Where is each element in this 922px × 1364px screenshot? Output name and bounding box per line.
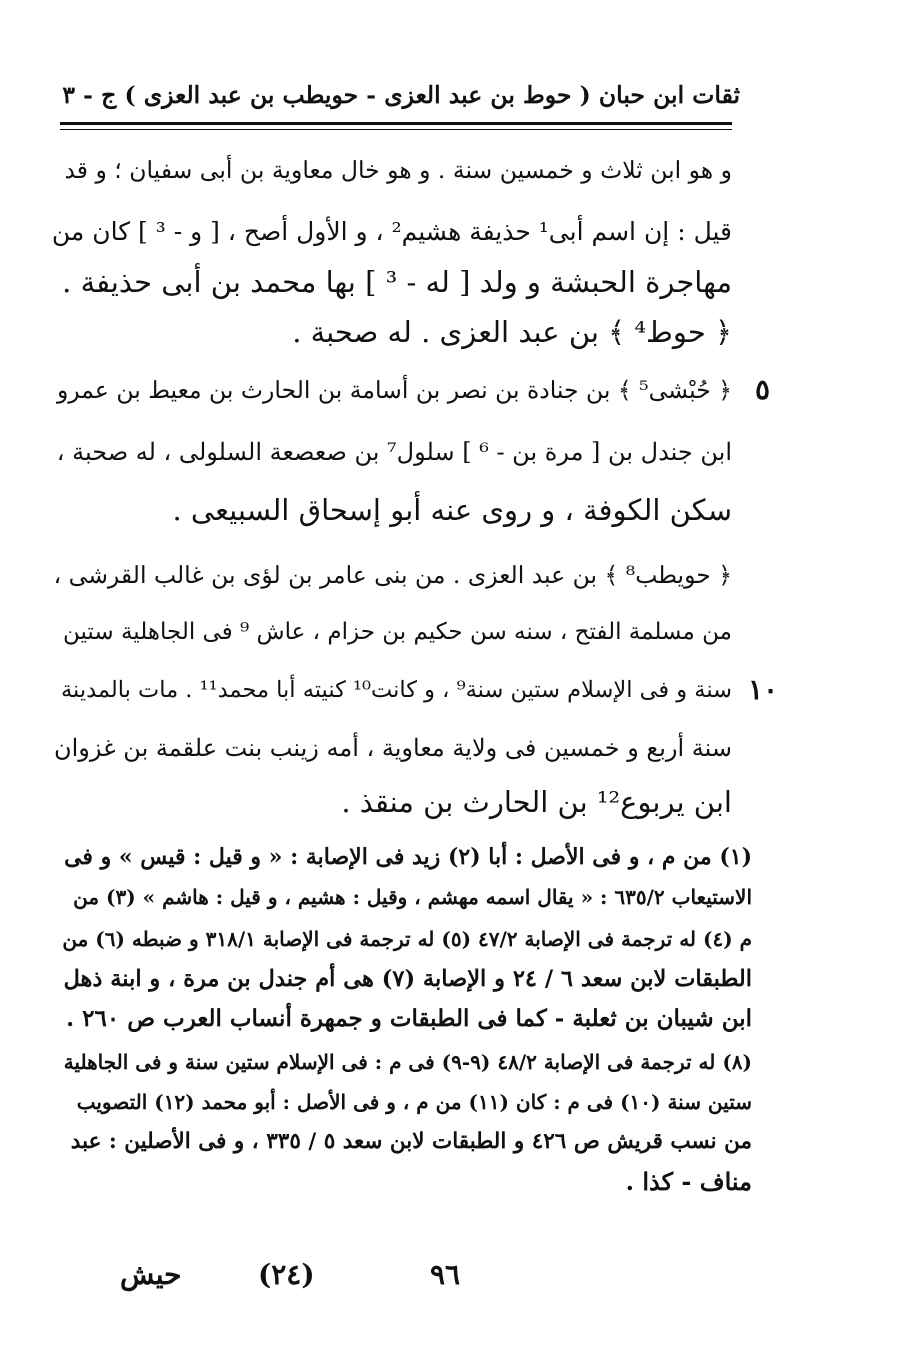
footnote-line: الطبقات لابن سعد ٦ / ٢٤ و الإصابة (٧) هى أم جندل بن مرة ، و ابنة ذهل bbox=[63, 966, 752, 992]
text-line: من مسلمة الفتح ، سنه سن حكيم بن حزام ، عاش ⁹ فى الجاهلية ستين bbox=[62, 619, 732, 645]
footnote-line: من نسب قريش ص ٤٢٦ و الطبقات لابن سعد ٥ / ٣٣٥ ، و فى الأصلين : عبد bbox=[70, 1129, 752, 1154]
line-number-5: ٥ bbox=[755, 373, 771, 406]
text-line: ﴿ حويطب⁸ ﴾ بن عبد العزى . من بنى عامر بن لؤى بن غالب القرشى ، bbox=[53, 561, 732, 589]
footnote-line: م (٤) له ترجمة فى الإصابة ٤٧/٢ (٥) له ترجمة فى الإصابة ٣١٨/١ و ضبطه (٦) من bbox=[62, 927, 752, 951]
text-line: ابن يربوع¹² بن الحارث بن منقذ . bbox=[341, 785, 732, 819]
text-line: قيل : إن اسم أبى¹ حذيفة هشيم² ، و الأول أصح ، [ و - ³ ] كان من bbox=[51, 217, 732, 246]
footnote-line: (٨) له ترجمة فى الإصابة ٤٨/٢ (٩-٩) فى م : فى الإسلام ستين سنة و فى الجاهلية bbox=[63, 1050, 752, 1074]
text-line: ﴿ حوط⁴ ﴾ بن عبد العزى . له صحبة . bbox=[292, 315, 732, 349]
text-line: و هو ابن ثلاث و خمسين سنة . و هو خال معاوية بن أبى سفيان ؛ و قد bbox=[64, 156, 732, 184]
text-line: سنة و فى الإسلام ستين سنة⁹ ، و كانت¹⁰ كنيته أبا محمد¹¹ . مات بالمدينة bbox=[60, 677, 732, 703]
footnote-line: ستين سنة (١٠) فى م : كان (١١) من م ، و فى الأصل : أبو محمد (١٢) التصويب bbox=[76, 1090, 752, 1114]
page-number: ٩٦ bbox=[430, 1258, 461, 1291]
header-rule-thin bbox=[60, 129, 732, 130]
text-line: سنة أربع و خمسين فى ولاية معاوية ، أمه زينب بنت علقمة بن غزوان bbox=[54, 734, 732, 762]
running-header: ثقات ابن حبان ( حوط بن عبد العزى - حويطب بن عبد العزى ) ج - ٣ bbox=[62, 81, 740, 109]
text-line: ﴿ حُبْشى⁵ ﴾ بن جنادة بن نصر بن أسامة بن الحارث بن معيط بن عمرو bbox=[56, 376, 732, 404]
line-number-10: ١٠ bbox=[748, 673, 779, 706]
signature-number: (٢٤) bbox=[258, 1258, 315, 1291]
text-line: ابن جندل بن [ مرة بن - ⁶ ] سلول⁷ بن صعصعة السلولى ، له صحبة ، bbox=[56, 438, 732, 466]
text-line: سكن الكوفة ، و روى عنه أبو إسحاق السبيعى . bbox=[172, 493, 732, 527]
footnote-line: ابن شيبان بن ثعلبة - كما فى الطبقات و جمهرة أنساب العرب ص ٢٦٠ . bbox=[66, 1005, 752, 1032]
footnote-line: (١) من م ، و فى الأصل : أبا (٢) زيد فى الإصابة : « و قيل : قيس » و فى bbox=[64, 844, 752, 870]
text-line: مهاجرة الحبشة و ولد [ له - ³ ] بها محمد بن أبى حذيفة . bbox=[62, 265, 732, 299]
signature-name: حيش bbox=[120, 1258, 182, 1291]
footnote-line: الاستيعاب ٦٣٥/٢ : « يقال اسمه مهشم ، وقيل : هشيم ، و قيل : هاشم » (٣) من bbox=[73, 885, 752, 909]
footnote-line: مناف - كذا . bbox=[625, 1167, 752, 1196]
header-rule-thick bbox=[60, 122, 732, 125]
